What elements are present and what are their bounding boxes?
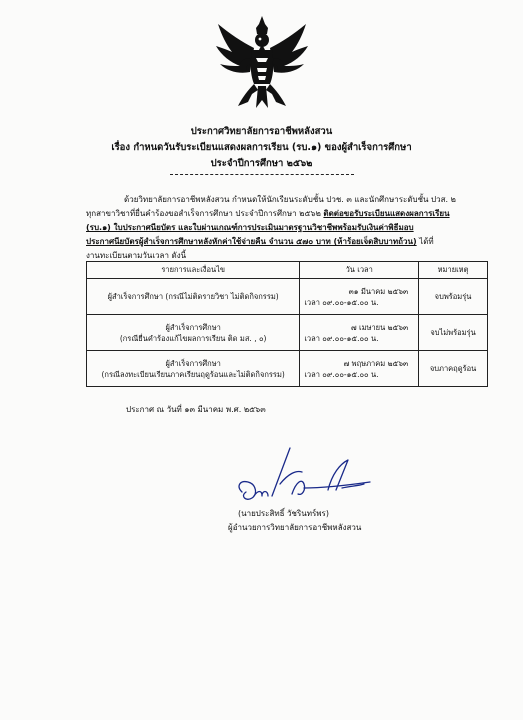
row-note: จบพร้อมรุ่น [419,279,488,315]
paragraph-line: งานทะเบียนตามวันเวลา ดังนี้ [86,251,187,260]
row-date: ๗ พฤษภาคม ๒๕๖๓ [343,358,409,368]
dashed-divider [170,174,354,175]
garuda-emblem [212,14,312,112]
table-header-row [87,262,488,279]
schedule-table [86,261,488,387]
academic-year: ประจำปีการศึกษา ๒๕๖๒ [210,158,313,169]
table-row [87,279,488,315]
paragraph-emphasis: ประกาศนียบัตรผู้สำเร็จการศึกษาหลังหักค่าใช้จ่ายคืน จำนวน ๕๗๐ บาท (ห้าร้อยเจ็ดสิบบาทถ้วน) [86,237,417,246]
column-header: วัน เวลา [300,262,419,279]
table-cell [87,279,300,315]
row-time: เวลา ๐๙.๐๐-๑๕.๐๐ น. [304,297,379,307]
table-row [87,351,488,387]
paragraph-line [86,236,486,248]
row-item-detail: (กรณียื่นคำร้องแก้ไขผลการเรียน ติด มส. , ๐) [119,333,267,343]
row-date: ๗ เมษายน ๒๕๖๓ [350,322,409,332]
table-row [87,315,488,351]
column-header: หมายเหตุ [419,262,488,279]
row-note: จบไม่พร้อมรุ่น [419,315,488,351]
announcement-title: ประกาศวิทยาลัยการอาชีพหลังสวน [190,126,333,137]
table-cell [300,315,419,351]
row-item: ผู้สำเร็จการศึกษา [165,358,221,368]
row-item: ผู้สำเร็จการศึกษา (กรณีไม่ติดรายวิชา ไม่ติดกิจกรรม) [107,292,279,301]
paragraph-text: ได้ที่ [416,237,434,246]
paragraph-emphasis: (รบ.๑) ใบประกาศนียบัตร และใบผ่านเกณฑ์การประเมินมาตรฐานวิชาชีพพร้อมรับเงินค่าพิธีมอบ [86,223,414,232]
row-date: ๓๑ มีนาคม ๒๕๖๓ [348,286,409,296]
signer-role: ผู้อำนวยการวิทยาลัยการอาชีพหลังสวน [228,523,362,532]
table-cell [300,279,419,315]
table-cell [300,351,419,387]
column-header: รายการและเงื่อนไข [87,262,300,279]
announcement-date: ประกาศ ณ วันที่ ๑๓ มีนาคม พ.ศ. ๒๕๖๓ [126,405,266,414]
row-time: เวลา ๐๙.๐๐-๑๕.๐๐ น. [304,333,379,343]
row-item-detail: (กรณีลงทะเบียนเรียนภาคเรียนฤดูร้อนและไม่ติดกิจกรรม) [101,369,285,379]
signature [232,444,382,514]
paragraph-line: ด้วยวิทยาลัยการอาชีพหลังสวน กำหนดให้นักเรียนระดับชั้น ปวช. ๓ และนักศึกษาระดับชั้น ปวส. ๒ [124,195,456,204]
paragraph-text: ทุกสาขาวิชาที่ยื่นคำร้องขอสำเร็จการศึกษา ประจำปีการศึกษา ๒๕๖๒ [86,209,324,218]
row-time: เวลา ๐๙.๐๐-๑๕.๐๐ น. [304,369,379,379]
paragraph-line [86,208,486,220]
signer-name: (นายประสิทธิ์ วัชรินทร์พร) [238,509,329,518]
paragraph-emphasis: ติดต่อขอรับระเบียนแสดงผลการเรียน [323,209,450,218]
table-cell [87,315,300,351]
row-item: ผู้สำเร็จการศึกษา [165,322,221,332]
row-note: จบภาคฤดูร้อน [419,351,488,387]
table-cell [87,351,300,387]
announcement-subject: เรื่อง กำหนดวันรับระเบียนแสดงผลการเรียน (รบ.๑) ของผู้สำเร็จการศึกษา [111,142,412,153]
